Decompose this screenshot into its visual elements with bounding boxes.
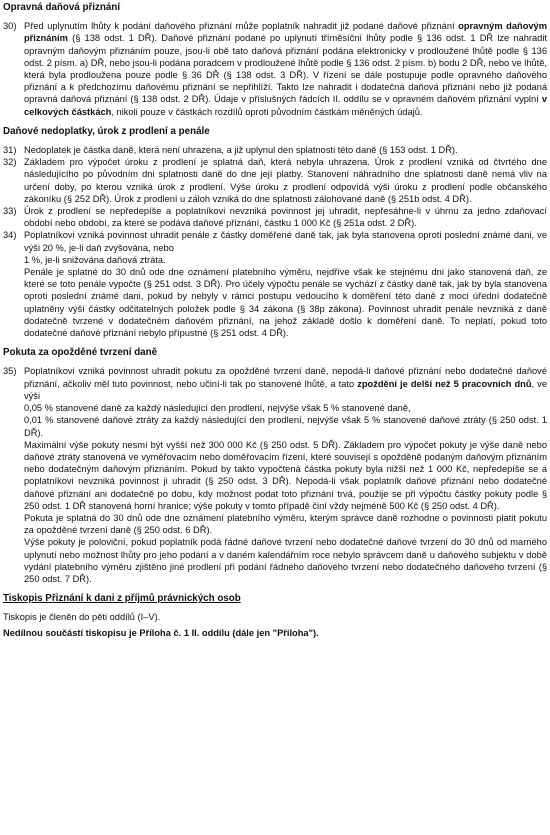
paragraph-30: 30) Před uplynutím lhůty k podání daňového přiznání může poplatník nahradit již podané daňové přiznání opravným daňovým přiznáním (§ 138 odst. 1 DŘ). Daňové přiznání podané po uplynutí tříměsíční lhůty podle § 136 odst. 1 DŘ lze nahradit opravným daňovým přiznáním pouze, jsou-li obě tato daňová přiznání podána elektronicky v prodloužené lhůtě podle § 136 odst. 2 písm. a) DŘ, nebo jsou-li podána poradcem v prodloužené lhůtě podle § 136 odst. 2 písm. b) bodu 2 DŘ, nebo ve lhůtě, která byla prodloužena pouze podle § 36 DŘ (§ 138 odst. 3 DŘ). V řízení se dále postupuje podle opravného daňového přiznání a k předchozímu daňovému přiznání se nepřihlíží. Takto lze nahradit i dodatečná daňová přiznání nebo již podaná opravná daňová přiznání (§ 138 odst. 2 DŘ). Údaje v příslušných řádcích II. oddílu se v opravném daňovém přiznání vyplní v celkových částkách, nikoli pouze v částkách rozdílů oproti původním částkám měněných údajů. <box>3 21 547 117</box>
section-opravna <box>3 0 547 118</box>
paragraph-33: 33) Úrok z prodlení se nepředepíše a poplatníkovi nevzniká povinnost jej uhradit, nepřesáhne-li v úhrnu za jedno zdaňovací období nebo období, za které se podává daňové přiznání, částku 1 000 Kč (§ 251a odst. 2 DŘ). <box>3 206 547 229</box>
section-title-tiskopis: Tiskopis Přiznání k dani z příjmů právnických osob <box>3 593 241 605</box>
bold-term: v celkových částkách <box>24 94 547 117</box>
section-pokuta <box>3 339 547 585</box>
paragraph-31: 31) Nedoplatek je částka daně, která není uhrazena, a již uplynul den splatnosti této daně (§ 153 odst. 1 DŘ). <box>3 145 458 156</box>
paragraph-35: 35) Poplatníkovi vzniká povinnost uhradit pokutu za opožděné tvrzení daně, nepodá-li daňové přiznání nebo dodatečné daňové přiznání, ačkoliv měl tuto povinnost, nebo učiní-li tak po stanovené lhůtě, a tato zpoždění je delší než 5 pracovních dnů, ve výši 0,05 % stanovené daně za každý následující den prodlení, nejvýše však 5 % stanovené daně, 0,01 % stanovené daňové ztráty za každý následující den prodlení, nejvýše však 5 % stanovené daňové ztráty (§ 250 odst. 1 DŘ). Maximální výše pokuty nesmí být vyšší než 300 000 Kč (§ 250 odst. 5 DŘ). Základem pro výpočet pokuty je výše daně nebo daňové ztráty stanovená ve vyměřovacím nebo doměřovacím řízení, které souvisejí s opožděně podaným daňovým přiznáním nebo dodatečným daňovým přiznáním. Pokud by takto vypočtená částka pokuty byla nižší než 1 000 Kč, nepředepíše se a poplatníkovi nevzniká povinnost ji uhradit (§ 250 odst. 3 DŘ). Nepodá-li však poplatník daňové přiznání nebo dodatečné daňové přiznání ani dodatečně po dobu, kdy možnost podat toto přiznání trvá, použije se při výpočtu částky pokuty podle § 250 odst. 1 DŘ stanovená horní hranice; výše pokuty v tomto případě činí vždy nejméně 500 Kč (§ 250 odst. 4 DŘ). Pokuta je splatná do 30 dnů ode dne oznámení platebního výměru, kterým správce daně rozhodne o povinnosti platit pokutu za opožděné tvrzení daně (§ 250 odst. 6 DŘ). Výše pokuty je poloviční, pokud poplatník podá řádné daňové tvrzení nebo dodatečné daňové tvrzení do 30 dnů od marného uplynutí nebo možnost lhůty pro jeho podání a v daném kalendářním roce nebylo správcem daně u daňového subjektu v době vydání platebního výměru zjištěno jiné prodlení při podání řádného daňového tvrzení nebo dodatečného daňového tvrzení (§ 250 odst. 7 DŘ). <box>3 366 547 584</box>
tiskopis-note: Nedílnou součástí tiskopisu je Příloha č. 1 II. oddílu (dále jen "Příloha"). <box>3 627 319 638</box>
section-tiskopis <box>3 585 547 639</box>
paragraph-number: 35) <box>3 366 17 377</box>
paragraph-number: 34) <box>3 230 17 241</box>
paragraph-32: 32) Základem pro výpočet úroku z prodlení je splatná daň, která nebyla uhrazena. Úrok z prodlení vzniká od čtvrtého dne následujícího po původním dni splatnosti daně do dne její platby. Stanovení náhradního dne splatnosti daně nemá vliv na určení doby, po kterou vzniká úrok z prodlení. Výše úroku z prodlení odpovídá výši úroku z prodlení podle občanského zákoníku (§ 252 DŘ). Úrok z prodlení u záloh vzniká do dne splatnosti zálohované daně (§ 251b odst. 4 DŘ). <box>3 157 547 204</box>
paragraph-number: 30) <box>3 21 17 32</box>
section-title-pokuta: Pokuta za opožděné tvrzení daně <box>3 347 158 359</box>
paragraph-34: 34) Poplatníkovi vzniká povinnost uhradit penále z částky doměřené daně tak, jak byla stanovena oproti poslední známé dani, ve výši 20 %, je-li daň zvyšována, nebo 1 %, je-li snižována daňová ztráta. Penále je splatné do 30 dnů ode dne oznámení platebního výměru, nejdříve však ke stejnému dni jako stanovená daň, ze které se toto penále vypočte (§ 251 odst. 3 DŘ). Pro účely výpočtu penále se vychází z částky daně tak, jak by byla stanovena oproti poslední známé dani, pokud by nebyly v rámci postupu vedoucího k doměření této daně z moci úřední dodatečně uplatněny výší částky odčitatelných položek podle § 34 zákona (§ 38p zákona). Povinnost uhradit penále nevzniká z daně dodatečně tvrzené v dodatečném daňovém přiznání, na jehož základě došlo k doměření daně. To neplatí, pokud toto dodatečné daňové přiznání nebylo přípustné (§ 251 odst. 4 DŘ). <box>3 230 547 339</box>
paragraph-number: 33) <box>3 206 17 217</box>
paragraph-number: 31) <box>3 145 17 156</box>
bold-term: opravným daňovým přiznáním <box>24 21 547 44</box>
paragraph-number: 32) <box>3 157 17 168</box>
section-title-opravna: Opravná daňová přiznání <box>3 2 121 13</box>
bold-term: zpoždění je delší než 5 pracovních dnů <box>357 378 532 389</box>
section-nedoplatky <box>3 118 547 339</box>
section-title-nedoplatky: Daňové nedoplatky, úrok z prodlení a penále <box>3 125 210 137</box>
tiskopis-text: Tiskopis je členěn do pěti oddílů (I–V). <box>3 612 161 623</box>
